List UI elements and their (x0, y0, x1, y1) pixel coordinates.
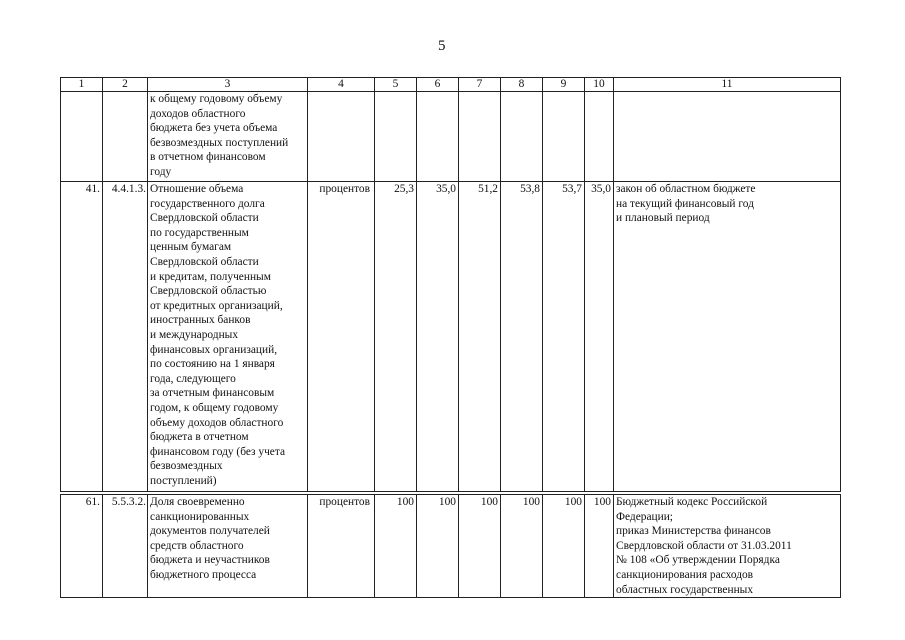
unit-cell: процентов (308, 182, 375, 492)
value-cell: 100 (543, 495, 585, 598)
value-cell (375, 92, 417, 182)
row-number-cell: 61. (61, 495, 103, 598)
indicator-name-cell: к общему годовому объему доходов областного бюджета без учета объема безвозмездных поступлений в отчетном финансовом году (148, 92, 308, 182)
column-header: 5 (375, 78, 417, 92)
indicator-name-cell: Отношение объема государственного долга Свердловской области по государственным ценным бумагам Свердловской области и кредитам, полученным Свердловской областью от кредитных организаций, иностранных банков и международных финансовых организаций, по состоянию на 1 января года, следующего за отчетным финансовым годом, к общему годовому объему доходов областного бюджета в отчетном финансовом году (без учета безвозмездных поступлений) (148, 182, 308, 492)
value-cell: 100 (585, 495, 614, 598)
indicator-code-cell (103, 92, 148, 182)
column-header: 7 (459, 78, 501, 92)
value-cell (501, 92, 543, 182)
table-row (61, 92, 841, 182)
table-row (61, 495, 841, 598)
indicator-code-cell: 5.5.3.2. (103, 495, 148, 598)
value-cell: 35,0 (585, 182, 614, 492)
row-number-cell: 41. (61, 182, 103, 492)
column-header: 2 (103, 78, 148, 92)
value-cell: 53,7 (543, 182, 585, 492)
value-cell: 100 (417, 495, 459, 598)
page-number: 5 (438, 38, 446, 54)
value-cell: 25,3 (375, 182, 417, 492)
source-cell: Бюджетный кодекс Российской Федерации; приказ Министерства финансов Свердловской области от 31.03.2011 № 108 «Об утверждении Порядка санкционирования расходов областных государственных (614, 495, 841, 598)
source-cell (614, 92, 841, 182)
row-number-cell (61, 92, 103, 182)
value-cell: 100 (459, 495, 501, 598)
column-header: 1 (61, 78, 103, 92)
column-header: 8 (501, 78, 543, 92)
value-cell: 100 (501, 495, 543, 598)
value-cell: 100 (375, 495, 417, 598)
column-header: 6 (417, 78, 459, 92)
table-row (61, 182, 841, 492)
value-cell (459, 92, 501, 182)
column-header: 4 (308, 78, 375, 92)
indicator-name-cell: Доля своевременно санкционированных документов получателей средств областного бюджета и неучастников бюджетного процесса (148, 495, 308, 598)
value-cell (585, 92, 614, 182)
value-cell (543, 92, 585, 182)
unit-cell (308, 92, 375, 182)
source-cell: закон об областном бюджете на текущий финансовый год и плановый период (614, 182, 841, 492)
value-cell: 53,8 (501, 182, 543, 492)
value-cell: 35,0 (417, 182, 459, 492)
value-cell (417, 92, 459, 182)
unit-cell: процентов (308, 495, 375, 598)
indicator-code-cell: 4.4.1.3. (103, 182, 148, 492)
column-header: 11 (614, 78, 841, 92)
column-header: 9 (543, 78, 585, 92)
column-header: 10 (585, 78, 614, 92)
value-cell: 51,2 (459, 182, 501, 492)
column-header: 3 (148, 78, 308, 92)
indicators-table (60, 77, 841, 598)
table-header-row (61, 78, 841, 92)
